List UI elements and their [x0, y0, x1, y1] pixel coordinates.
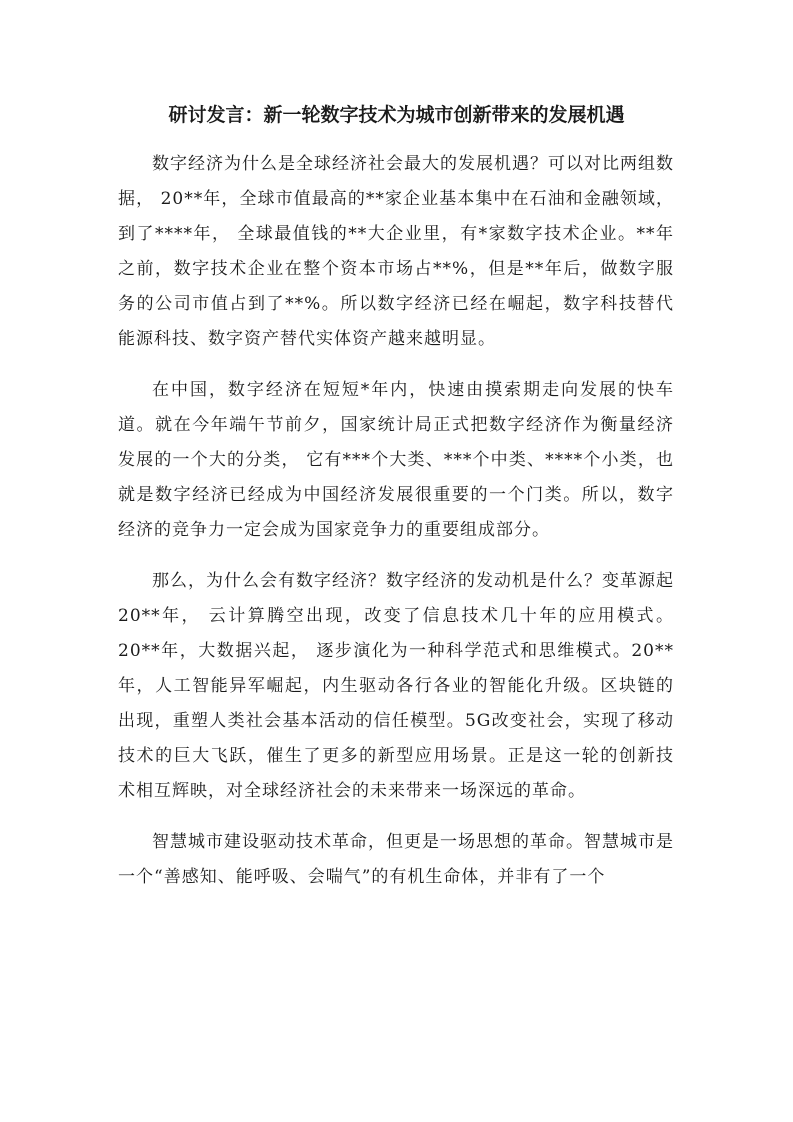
paragraph: 智慧城市建设驱动技术革命，但更是一场思想的革命。智慧城市是一个“善感知、能呼吸、会喘气”的有机生命体，并非有了一个 [118, 832, 674, 887]
paragraph: 在中国，数字经济在短短*年内，快速由摸索期走向发展的快车道。就在今年端午节前夕，国家统计局正式把数字经济作为衡量经济发展的一个大的分类， 它有***个大类、***个中类、****个小类，也就是数字经济已经成为中国经济发展很重要的一个门类。所以，数字经济的竞争力一定会成为国家竞争力的重要组成部分。 [118, 380, 674, 540]
document-title: 研讨发言：新一轮数字技术为城市创新带来的发展机遇 [168, 104, 625, 126]
paragraph: 那么，为什么会有数字经济？数字经济的发动机是什么？变革源起20**年， 云计算腾空出现，改变了信息技术几十年的应用模式。20**年，大数据兴起， 逐步演化为一种科学范式和思维模式。20**年，人工智能异军崛起，内生驱动各行各业的智能化升级。区块链的出现，重塑人类社会基本活动的信任模型。5G改变社会，实现了移动技术的巨大飞跃，催生了更多的新型应用场景。正是这一轮的创新技术相互辉映，对全球经济社会的未来带来一场深远的革命。 [118, 571, 674, 801]
paragraph: 数字经济为什么是全球经济社会最大的发展机遇？可以对比两组数据， 20**年，全球市值最高的**家企业基本集中在石油和金融领域，到了****年， 全球最值钱的**大企业里，有*家数字技术企业。**年之前，数字技术企业在整个资本市场占**%，但是**年后，做数字服务的公司市值占到了**%。所以数字经济已经在崛起，数字科技替代能源科技、数字资产替代实体资产越来越明显。 [118, 154, 674, 349]
document-body [118, 147, 674, 911]
